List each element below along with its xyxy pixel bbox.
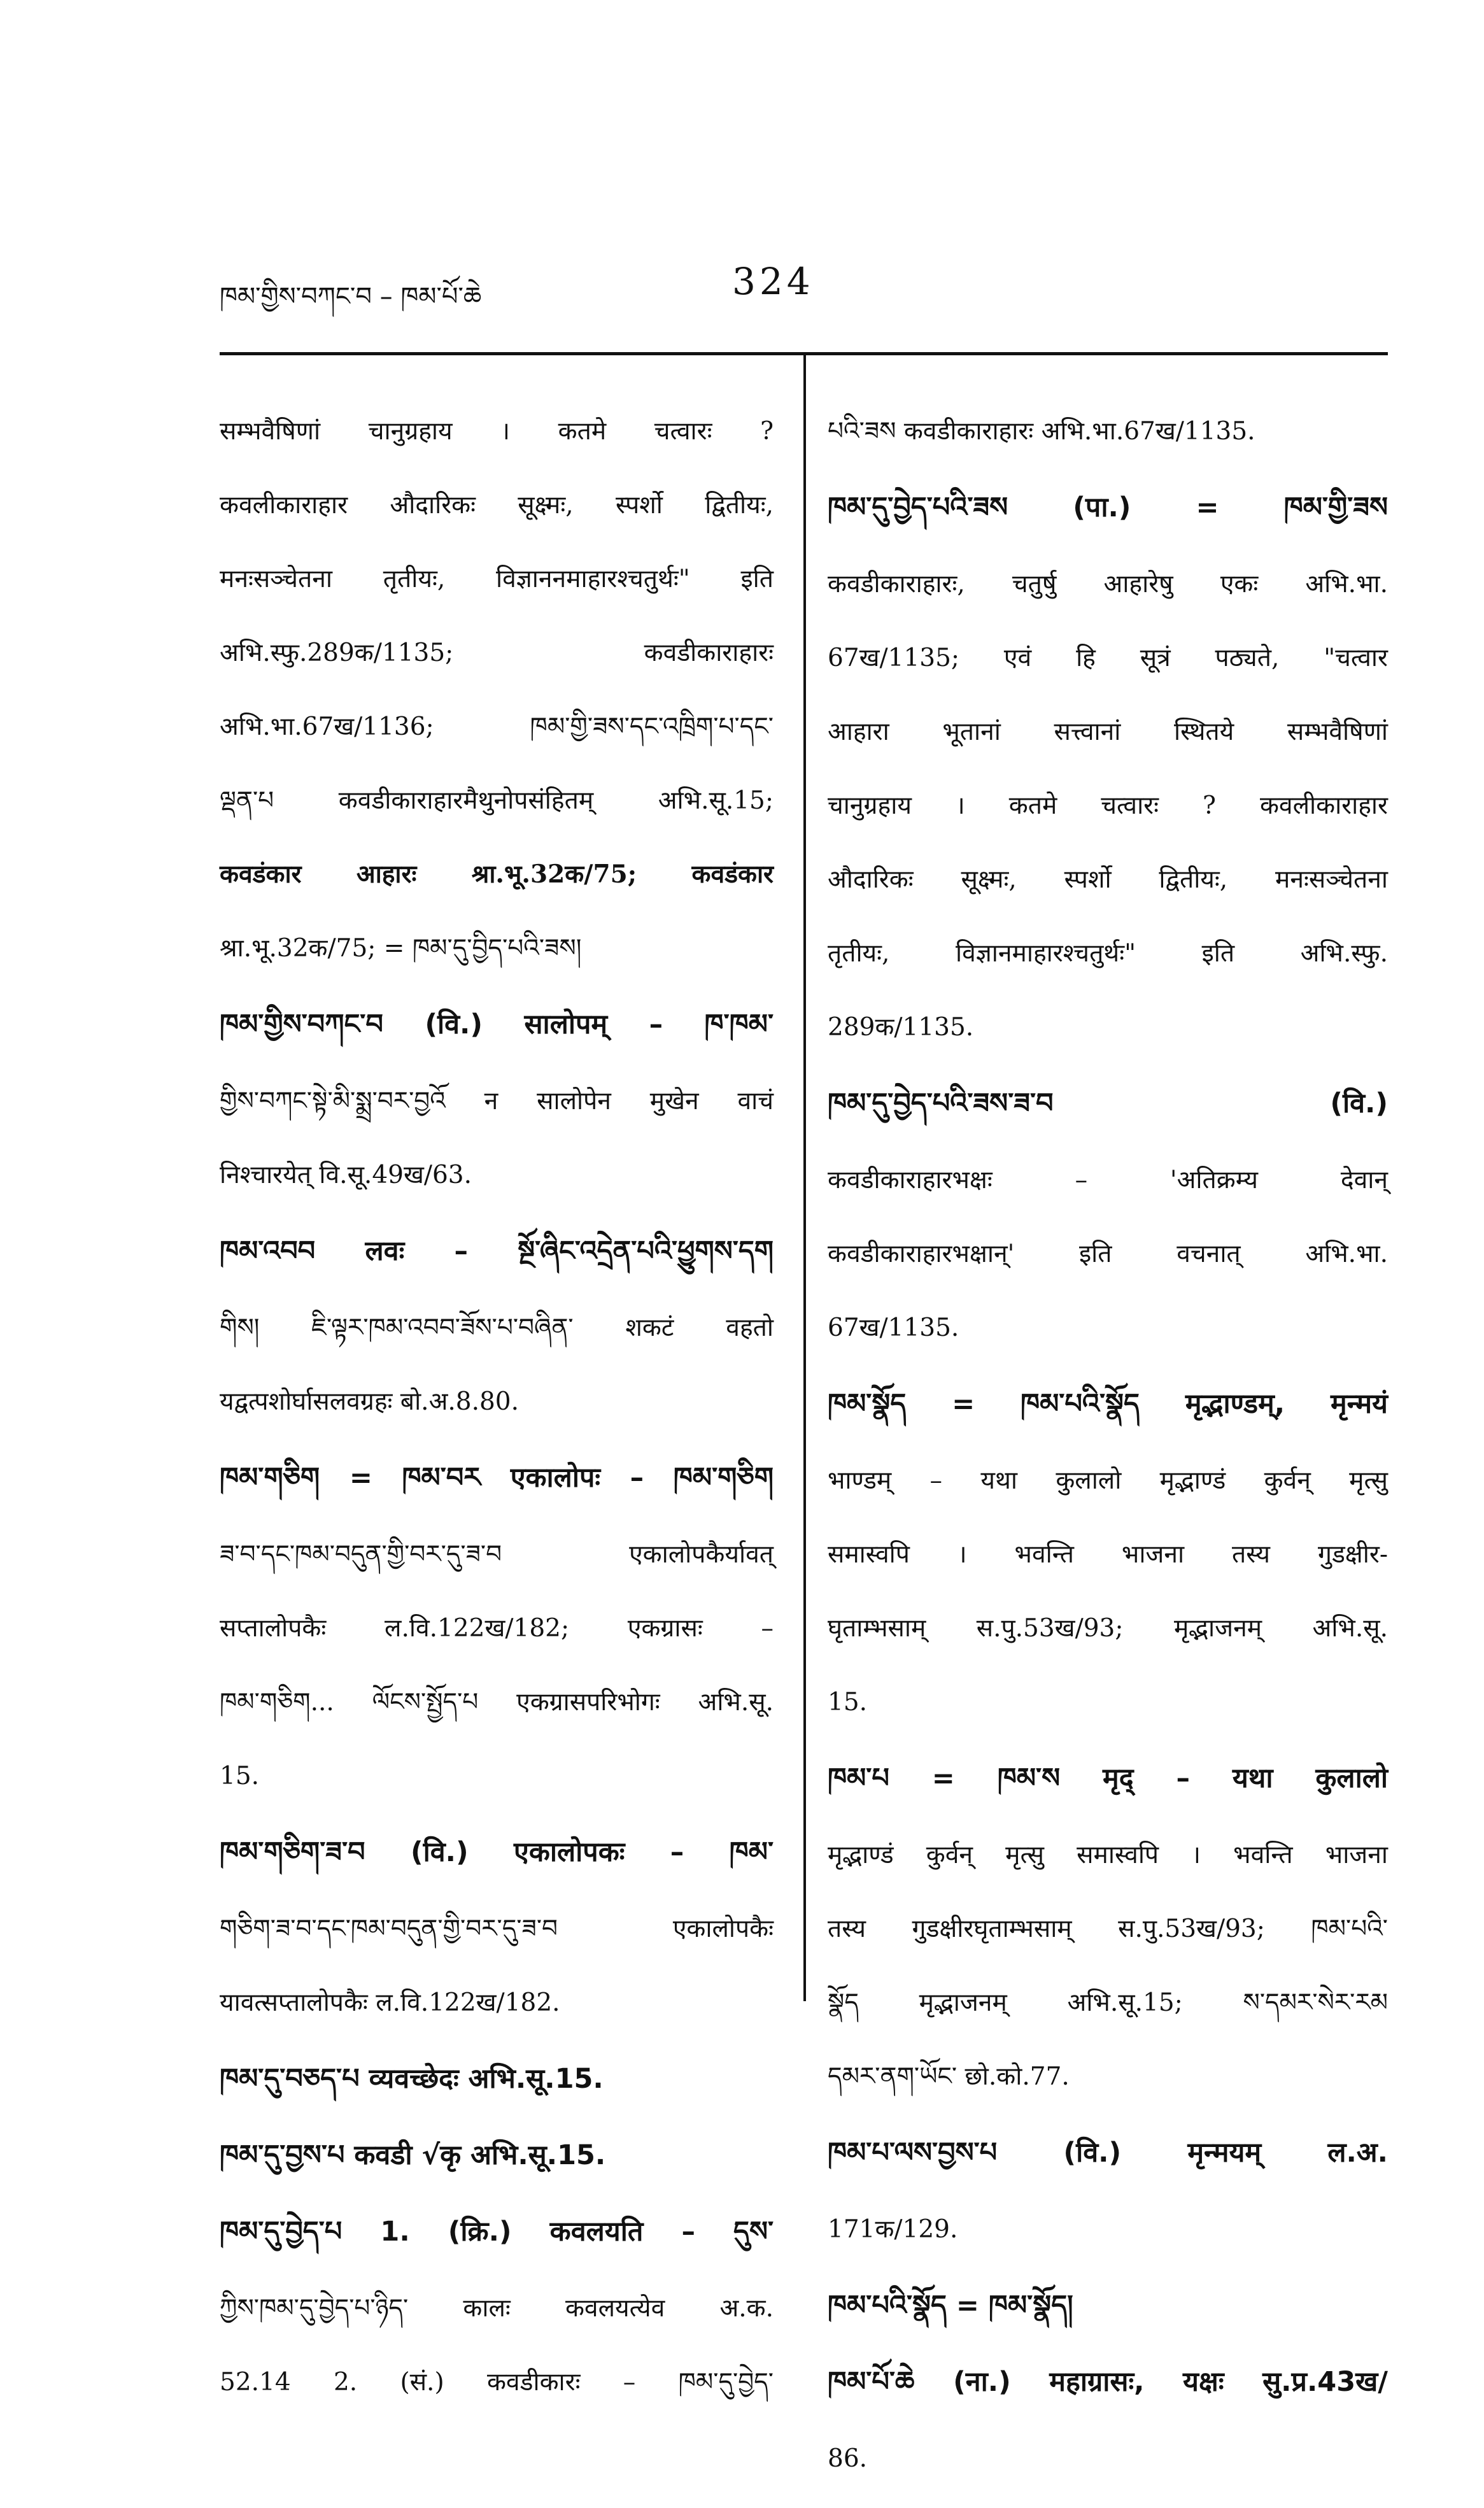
text-line: 171क/129. (828, 2215, 958, 2244)
text-line: औदारिकः सूक्ष्मः, स्पर्शो द्वितीयः, मनःसञ्चेतना (828, 865, 1388, 894)
text-line: यावत्सप्तालोपकैः ल.वि.122ख/182. (220, 1988, 560, 2017)
text-line: तृतीयः, विज्ञानमाहारश्चतुर्थः" इति अभि.स्फु. (828, 939, 1388, 968)
entry-headword: ཁམ་པའི་སྣོད = ཁམ་སྣོད། (828, 2290, 1073, 2321)
entry-headword: ཁམ་དུ་བྱེད་པའི་ཟས་ཟ་བ (वि.) (828, 1088, 1388, 1119)
text-line: ལྡན་པ कवडीकाराहारमैथुनोपसंहितम् अभि.सू.15; (220, 786, 774, 815)
running-head: ཁམ་གྱིས་བཀང་བ – ཁམ་པོ་ཆེ (220, 282, 482, 311)
text-line: དམར་ནག་ཡོང་ छो.को.77. (828, 2062, 1070, 2091)
text-line: པའི་ཟས कवडीकाराहारः अभि.भा.67ख/1135. (828, 417, 1255, 446)
right-column (828, 382, 1388, 2508)
text-line: कवडीकाराहारभक्षः – 'अतिक्रम्य देवान् (828, 1166, 1388, 1194)
text-line: ཀྱིས་ཁམ་དུ་བྱེད་པ་ཉིད་ कालः कवलयत्येव अ.क. (220, 2294, 774, 2323)
text-line: मृद्भाण्डं कुर्वन् मृत्सु समास्वपि । भवन्ति भाजना (828, 1841, 1388, 1869)
entry-headword: ཁམ་སྣོད = ཁམ་པའི་སྣོད मृद्भाण्डम्, मृन्मयं (828, 1388, 1388, 1420)
text-line: ཟ་བ་དང་ཁམ་བདུན་གྱི་བར་དུ་ཟ་བ एकालोपकैर्यावत् (220, 1540, 774, 1569)
text-line: 15. (828, 1688, 868, 1717)
text-line: 67ख/1135; एवं हि सूत्रं पठ्यते, "चत्वार (828, 644, 1388, 672)
text-line: निश्चारयेत् वि.सू.49ख/63. (220, 1161, 472, 1189)
text-line: 52.14 2. (सं.) कवडीकारः – ཁམ་དུ་བྱེད་ (220, 2368, 774, 2397)
text-line: अभि.स्फु.289क/1135; कवडीकाराहारः (220, 639, 774, 667)
text-line: कवडीकाराहारः, चतुर्षु आहारेषु एकः अभि.भा. (828, 570, 1388, 599)
text-line: कवडीकाराहारभक्षान्' इति वचनात् अभि.भा. (828, 1240, 1388, 1268)
text-line: मनःसञ्चेतना तृतीयः, विज्ञाननमाहारश्चतुर्थः" इति (220, 565, 774, 593)
text-line: श्रा.भू.32क/75; = ཁམ་དུ་བྱིད་པའི་ཟས། (220, 934, 582, 963)
entry-headword: ཁམ་འབབ लवः – སྔོ་ཞིང་འདྲེན་པའི་ཕྱུགས་དག (220, 1235, 774, 1267)
entry-headword: ཁམ་པ = ཁམ་ས मृद् – यथा कुलालो (828, 1762, 1388, 1794)
text-line: གཅིག་ཟ་བ་དང་ཁམ་བདུན་གྱི་བར་དུ་ཟ་བ एकालोपकैः (220, 1915, 774, 1943)
entry-headword: ཁམ་དུ་བཅད་པ व्यवच्छेदः अभि.सू.15. (220, 2063, 604, 2095)
text-line: 289क/1135. (828, 1013, 974, 1042)
text-line: घृताम्भसाम् स.पु.53ख/93; मृद्भाजनम् अभि.सू. (828, 1614, 1388, 1643)
text-line: सम्भवैषिणां चानुग्रहाय । कतमे चत्वारः ? (220, 417, 774, 446)
text-line: तस्य गुडक्षीरघृताम्भसाम् स.पु.53ख/93; ཁམ་པའི་ (828, 1915, 1388, 1943)
entry-headword: ཁམ་པོ་ཆེ (ना.) महाग्रासः, यक्षः सु.प्र.43ख/ (828, 2366, 1388, 2398)
entry-headword: ཁམ་གྱིས་བཀང་བ (वि.) सालोपम् – ཁ་ཁམ་ (220, 1009, 774, 1040)
text-line: चानुग्रहाय । कतमे चत्वारः ? कवलीकाराहार (828, 791, 1388, 820)
text-line: भाण्डम् – यथा कुलालो मृद्भाण्डं कुर्वन् मृत्सु (828, 1466, 1388, 1495)
text-line: ཁམ་གཅིག... ལོངས་སྤྱོད་པ एकग्रासपरिभोगः अभि.सू. (220, 1688, 774, 1717)
page-number: 324 (732, 260, 814, 303)
text-line: སྣོད मृद्भाजनम् अभि.सू.15; ས་དམར་སེར་རམ (828, 1988, 1388, 2017)
text-line: यद्वत्पशोर्घासलवग्रहः बो.अ.8.80. (220, 1387, 519, 1416)
text-line: कवडंकार आहारः श्रा.भू.32क/75; कवडंकार (220, 860, 774, 889)
text-line: समास्वपि । भवन्ति भाजना तस्य गुडक्षीर- (828, 1540, 1388, 1569)
column-divider (803, 352, 806, 2001)
text-line: अभि.भा.67ख/1136; ཁམ་གྱི་ཟས་དང་འཁྲིག་པ་དང་ (220, 712, 774, 741)
entry-headword: ཁམ་དུ་བྱས་པ कवडी √कृ अभि.सू.15. (220, 2139, 606, 2171)
text-line: གྱིས་བཀང་སྟེ་མི་སྨྲ་བར་བྱའོ न सालोपेन मुखेन वाचं (220, 1087, 774, 1116)
entry-headword: ཁམ་དུ་བྱེད་པ 1. (क्रि.) कवलयति – དུས་ (220, 2216, 774, 2248)
text-line: གིས། ཇི་ལྟར་ཁམ་འབབ་ཟོས་པ་བཞིན་ शकटं वहतो (220, 1314, 774, 1342)
text-line: कवलीकाराहार औदारिकः सूक्ष्मः, स्पर्शो द्वितीयः, (220, 491, 774, 520)
text-line: 15. (220, 1762, 260, 1790)
entry-headword: ཁམ་གཅིག = ཁམ་བར एकालोपः – ཁམ་གཅིག (220, 1462, 774, 1494)
text-line: सप्तालोपकैः ल.वि.122ख/182; एकग्रासः – (220, 1614, 774, 1643)
entry-headword: ཁམ་པ་ལས་བྱས་པ (वि.) मृन्मयम् ल.अ. (828, 2137, 1388, 2169)
left-column (220, 382, 774, 2432)
entry-headword: ཁམ་གཅིག་ཟ་བ (वि.) एकालोपकः – ཁམ་ (220, 1836, 774, 1868)
text-line: आहारा भूतानां सत्त्वानां स्थितये सम्भवैषिणां (828, 718, 1388, 746)
text-line: 67ख/1135. (828, 1314, 959, 1342)
entry-headword: ཁམ་དུ་བྱེད་པའི་ཟས (पा.) = ཁམ་གྱི་ཟས (828, 492, 1388, 523)
text-line: 86. (828, 2444, 868, 2473)
